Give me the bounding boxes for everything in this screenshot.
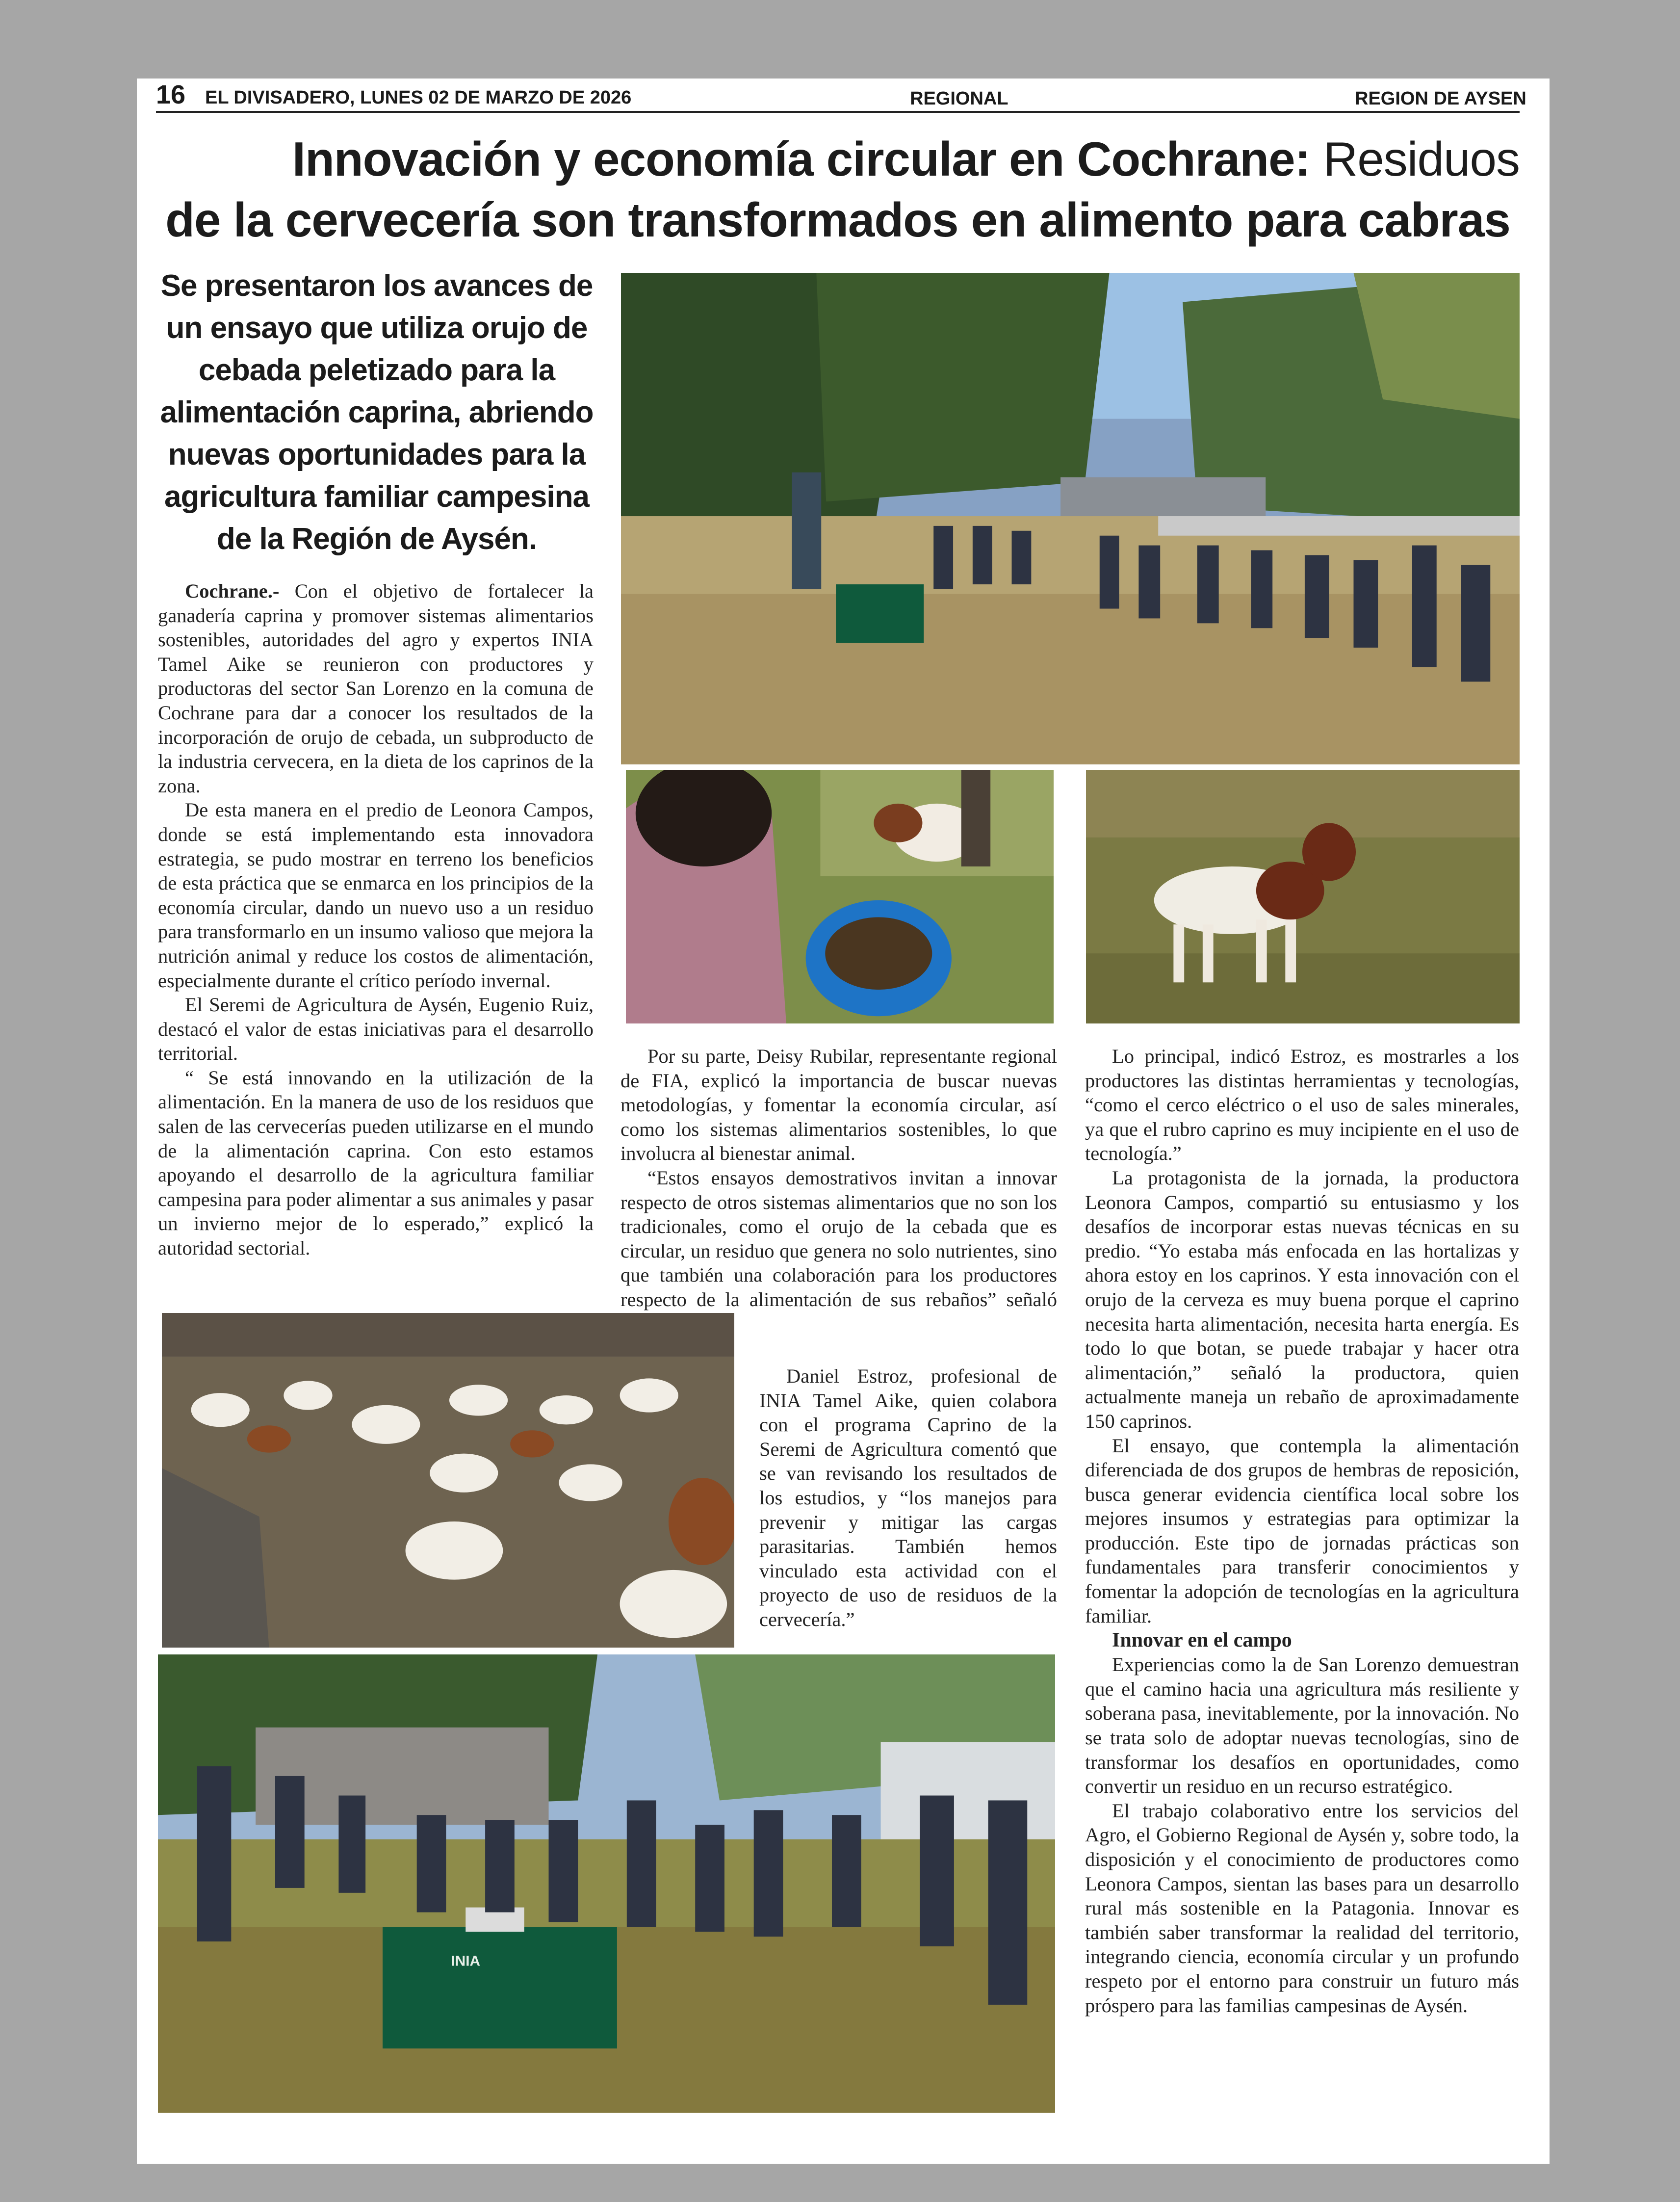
photo-goat xyxy=(1084,768,1522,1025)
region-label: REGION DE AYSEN xyxy=(1355,88,1526,109)
publication-line: EL DIVISADERO, LUNES 02 DE MARZO DE 2026 xyxy=(205,87,632,108)
article-column-1 xyxy=(158,579,594,1260)
paragraph: De esta manera en el predio de Leonora Campos, donde se está implementando esta innovadora estrategia, se pudo mostrar en terreno los beneficios de esta práctica que se enmarca en los principios de la economía circular, dando un nuevo uso a un residuo para transformarlo en un insumo valioso que mejora la nutrición animal y reduce los costos de alimentación, especialmente durante el crítico período invernal. xyxy=(158,799,594,992)
headline-part2: Residuos xyxy=(1323,132,1520,186)
paragraph: Lo principal, indicó Estroz, es mostrarles a los productores las distintas herramientas y tecnologías, “como el cerco eléctrico o el uso de sales minerales, ya que el rubro caprino es muy incipiente en el uso de tecnología.” xyxy=(1085,1045,1519,1165)
subhead-innovar: Innovar en el campo xyxy=(1112,1629,1292,1652)
article-column-3 xyxy=(1085,1044,1519,2018)
photo-group-meeting xyxy=(156,1652,1057,2115)
page-number: 16 xyxy=(156,80,186,109)
dateline: Cochrane.- xyxy=(185,580,280,602)
paragraph: El Seremi de Agricultura de Aysén, Eugenio Ruiz, destacó el valor de estas iniciativas para el desarrollo territorial. xyxy=(158,994,594,1065)
headline-part1: Innovación y economía circular en Cochrane: xyxy=(292,132,1311,186)
section-label: REGIONAL xyxy=(910,88,1008,109)
paragraph: Experiencias como la de San Lorenzo demuestran que el camino hacia una agricultura más resiliente y soberana pasa, inevitablemente, por la innovación. No se trata solo de adoptar nuevas tecnologías, sino de transformar los desafíos en oportunidades, como convertir un residuo en un recurso estratégico. xyxy=(1085,1653,1519,1798)
paragraph: Daniel Estroz, profesional de INIA Tamel Aike, quien colabora con el programa Caprino de la Seremi de Agricultura comentó que se van revisando los resultados de los estudios, y “los manejos para prevenir y mitigar las cargas parasitarias. También hemos vinculado esta actividad con el proyecto de uso de residuos de la cervecería.” xyxy=(759,1365,1057,1630)
headline-line2: de la cervecería son transformados en alimento para cabras xyxy=(165,193,1510,247)
paragraph: La protagonista de la jornada, la productora Leonora Campos, compartió su entusiasmo y los desafíos de incorporar estas nuevas técnicas en su predio. “Yo estaba más enfocada en las hortalizas y ahora estoy en los caprinos. Y esta innovación con el orujo de la cerveza es muy buena porque el caprino necesita harta alimentación, necesita harta energía. Es todo lo que botan, se puede trabajar y hacer otra alimentación,” señaló la productora, quien actualmente maneja un rebaño de aproximadamente 150 caprinos. xyxy=(1085,1166,1519,1432)
table-logo-text: INIA xyxy=(451,1953,481,1969)
paragraph: “Estos ensayos demostrativos invitan a innovar respecto de otros sistemas alimentarios que no son los tradicionales, como el orujo de la cebada que es circular, un residuo que genera no solo nutrientes, sino que también una colaboración para los productores respecto de la alimentación de sus rebaños” señaló xyxy=(620,1166,1057,1311)
article-column-2b xyxy=(759,1364,1057,1632)
paragraph: “ Se está innovando en la utilización de la alimentación. En la manera de uso de los residuos que salen de las cervecerías pueden utilizarse en el mundo de la alimentación caprina. Con esto estamos apoyando el desarrollo de la agricultura familiar campesina para poder alimentar a sus animales y pasar un invierno mejor de lo esperado,” explicó la autoridad sectorial. xyxy=(158,1066,594,1259)
header-rule xyxy=(156,111,1520,113)
photo-meeting-outdoors xyxy=(619,271,1522,766)
headline xyxy=(156,129,1520,250)
photo-feeding-pellets xyxy=(624,768,1056,1025)
deck-subheadline: Se presentaron los avances de un ensayo que utiliza orujo de cebada peletizado para la alimentación caprina, abriendo nuevas oportunidades para la agricultura familiar campesina de la Región de Aysén. xyxy=(160,269,594,556)
paragraph: El ensayo, que contempla la alimentación diferenciada de dos grupos de hembras de reposición, busca generar evidencia científica local sobre los mejores insumos y estrategias para optimizar la producción. Este tipo de jornadas prácticas son fundamentales para transferir conocimientos y fomentar la adopción de tecnologías en la agricultura familiar. xyxy=(1085,1434,1519,1627)
article-column-2 xyxy=(620,1044,1057,1336)
photo-goat-corral xyxy=(160,1311,736,1650)
paragraph: El trabajo colaborativo entre los servicios del Agro, el Gobierno Regional de Aysén y, sobre todo, la disposición y el conocimiento de productores como Leonora Campos, sientan las bases para un desarrollo rural más sostenible en la Patagonia. Innovar es también saber transformar la realidad del territorio, integrando ciencia, economía circular y un profundo respeto por el entorno para construir un futuro más próspero para las familias campesinas de Aysén. xyxy=(1085,1799,1519,2017)
paragraph: Cochrane.- Con el objetivo de fortalecer la ganadería caprina y promover sistemas alimentarios sostenibles, autoridades del agro y expertos INIA Tamel Aike se reunieron con productores y productoras del sector San Lorenzo en la comuna de Cochrane para dar a conocer los resultados de la incorporación de orujo de cebada, un subproducto de la industria cervecera, en la dieta de los caprinos de la zona. xyxy=(158,580,594,797)
paragraph: Por su parte, Deisy Rubilar, representante regional de FIA, explicó la importancia de buscar nuevas metodologías, y fomentar la economía circular, así como los sistemas alimentarios sostenibles, lo que involucra al bienestar animal. xyxy=(620,1045,1057,1165)
